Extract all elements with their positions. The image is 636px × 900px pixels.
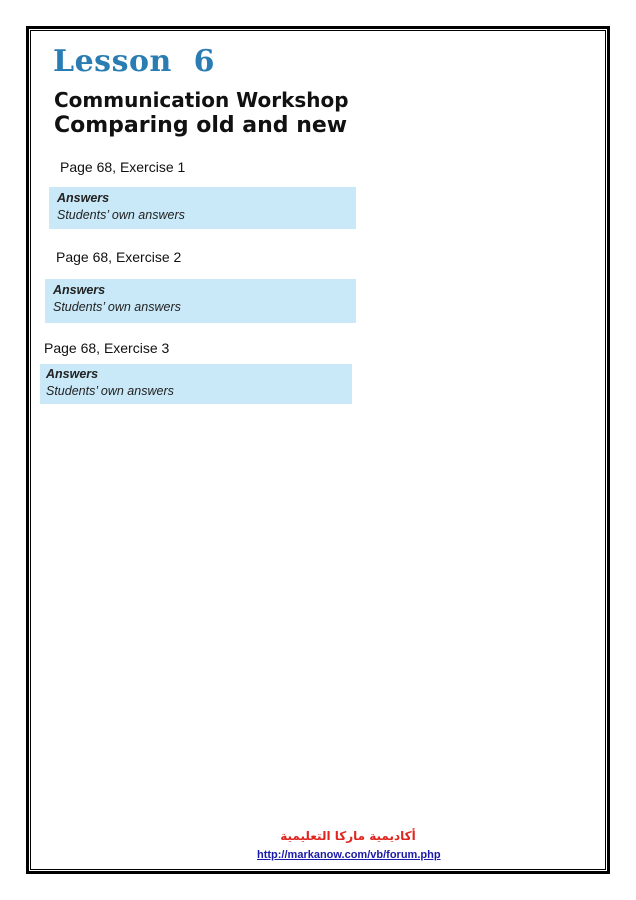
section-title: Communication Workshop <box>54 88 349 112</box>
exercise-1-heading: Page 68, Exercise 1 <box>60 159 186 175</box>
page-border-inner <box>30 30 606 870</box>
answer-text: Students’ own answers <box>53 300 181 314</box>
answer-label: Answers <box>57 191 110 205</box>
exercise-3-heading: Page 68, Exercise 3 <box>44 340 170 356</box>
section-subtitle: Comparing old and new <box>54 113 348 138</box>
answer-label: Answers <box>53 283 106 297</box>
exercise-2-heading: Page 68, Exercise 2 <box>56 249 182 265</box>
footer-forum-link[interactable]: http://markanow.com/vb/forum.php <box>257 849 441 861</box>
lesson-title: Lesson 6 <box>53 44 216 79</box>
answer-text: Students’ own answers <box>46 384 174 398</box>
answer-label: Answers <box>46 367 99 381</box>
answer-text: Students’ own answers <box>57 208 185 222</box>
exercise-1-answer-box <box>49 187 356 229</box>
exercise-3-answer-box <box>40 364 352 404</box>
exercise-2-answer-box <box>45 279 356 323</box>
footer-academy-name: أكاديمية ماركا التعليمية <box>280 829 416 843</box>
